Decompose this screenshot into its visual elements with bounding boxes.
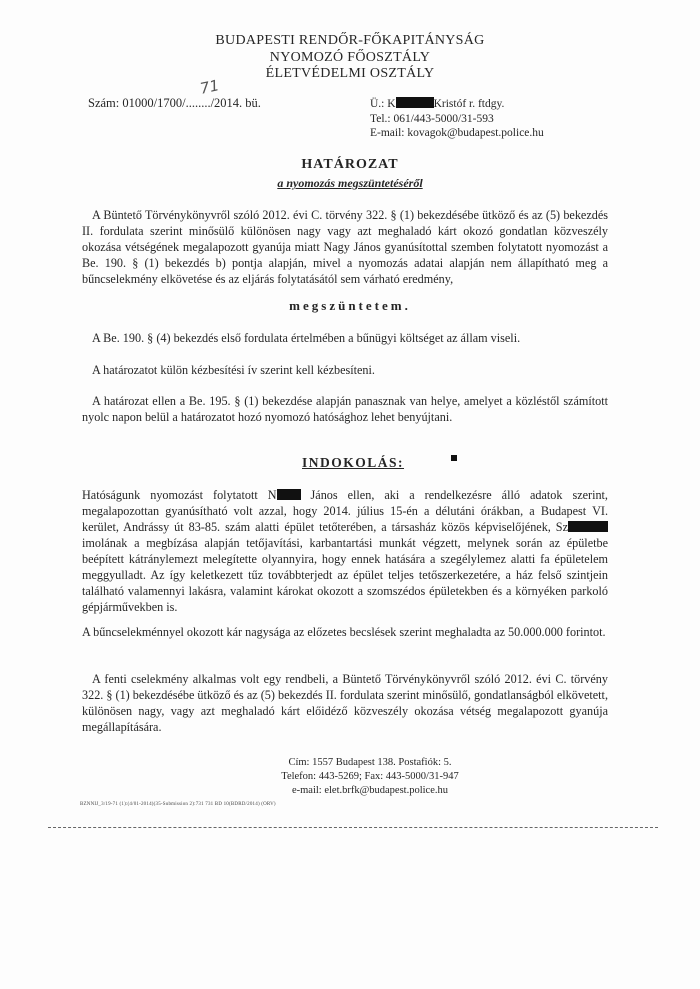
redaction-box — [277, 489, 301, 500]
footer-address: Cím: 1557 Budapest 138. Postafiók: 5. — [288, 757, 452, 768]
page-separator — [48, 827, 658, 828]
damage-paragraph: A bűncselekménnyel okozott kár nagysága az előzetes becslések szerint meghaladta az 50.000.000 forintot. — [82, 625, 606, 639]
header-org: BUDAPESTI RENDŐR-FŐKAPITÁNYSÁG — [215, 33, 485, 48]
costs-paragraph: A Be. 190. § (4) bekezdés első fordulata értelmében a bűnügyi költséget az állam viseli. — [92, 331, 521, 345]
handwritten-mark: 71 — [198, 76, 221, 98]
officer-prefix: Ü.: K — [370, 98, 396, 110]
officer-phone: Tel.: 061/443-5000/31-593 — [370, 113, 494, 125]
subtitle-text: a nyomozás megszüntetéséről — [277, 176, 423, 190]
intro-paragraph: A Büntető Törvénykönyvről szóló 2012. évi C. törvény 322. § (1) bekezdésébe ütköző és az (5) bekezdés II. fordulata szerint minősülő különösen nagy vagy azt meghaladó kárt okozó gondatlan közveszély okozása vétségének megalapozott gyanúja miatt Nagy János gyanúsítottal szemben folytatott nyomozást a Be. 190. § (1) bekezdés b) pontja alapján, mivel a nyomozás adatai alapján nem állapítható meg a bűncselekmény elkövetése és az eljárás folytatásától sem várható eredmény, — [82, 208, 608, 286]
document-title: HATÁROZAT — [301, 157, 399, 172]
qualification-paragraph: A fenti cselekmény alkalmas volt egy rendbeli, a Büntető Törvénykönyvről szóló 2012. évi C. törvény 322. § (1) bekezdésébe ütköző és az (5) bekezdés II. fordulata szerint minősülő, gondatlanságból elkövetett, különösen nagy, vagy azt meghaladó kárt előidéző közveszély okozása vétség megalapozott gyanúja megállapítására. — [82, 672, 608, 734]
header-department: ÉLETVÉDELMI OSZTÁLY — [265, 66, 435, 81]
delivery-paragraph: A határozatot külön kézbesítési ív szerint kell kézbesíteni. — [92, 363, 375, 377]
decision-text: megszüntetem. — [289, 298, 411, 313]
reasoning-text-b: János ellen, aki a rendelkezésre álló adatok szerint, megalapozottan gyanúsítható volt azzal, hogy 2014. július 15-én a délutáni órákban, a Budapest VI. kerület, Andrássy út 83-85. szám alatti épület tetőterében, a társasház közös képviselőjének, Sz — [82, 488, 608, 534]
appeal-paragraph: A határozat ellen a Be. 195. § (1) bekezdése alapján panasznak van helye, amelyet a közléstől számított nyolc napon belül a határozatot hozó nyomozó hatósághoz lehet benyújtani. — [82, 394, 608, 424]
document-subtitle — [0, 176, 700, 191]
officer-line — [370, 97, 504, 111]
scan-dot — [451, 455, 457, 461]
reasoning-paragraph-1 — [82, 487, 608, 615]
reasoning-text-c: imolának a megbízása alapján tetőjavítási, karbantartási munkát végzett, melynek során az épületbe beépített kátránylemezt melegítette olyannyira, hogy ennek hatására a szegélylemez alatti fa épületelem meggyulladt. Az így keletkezett tűz továbbterjedt az épület teljes tetőszerkezetére, a ház felső szintjein található valamennyi lakásra, valamint károkat okozott a szomszédos épületekben és a környéken parkoló gépjárművekben is. — [82, 536, 608, 614]
reasoning-text-a: Hatóságunk nyomozást folytatott N — [82, 488, 277, 502]
case-number: Szám: 01000/1700/......../2014. bü. — [88, 96, 261, 110]
officer-email: E-mail: kovagok@budapest.police.hu — [370, 127, 544, 139]
header-division: NYOMOZÓ FŐOSZTÁLY — [269, 50, 431, 65]
officer-suffix: Kristóf r. ftdgy. — [433, 98, 505, 110]
redaction-box — [568, 521, 608, 532]
reasoning-heading: INDOKOLÁS: — [302, 455, 405, 470]
redaction-box — [396, 97, 434, 108]
footer-phone: Telefon: 443-5269; Fax: 443-5000/31-947 — [281, 771, 459, 782]
footer-email: e-mail: elet.brfk@budapest.police.hu — [291, 785, 449, 796]
fax-header-line: BZNNIJ_3/19-71 (1):(4/01-2014)(35-Submission 2):731 731 BD 10(BDRD/2014) (ORV) — [80, 802, 276, 807]
